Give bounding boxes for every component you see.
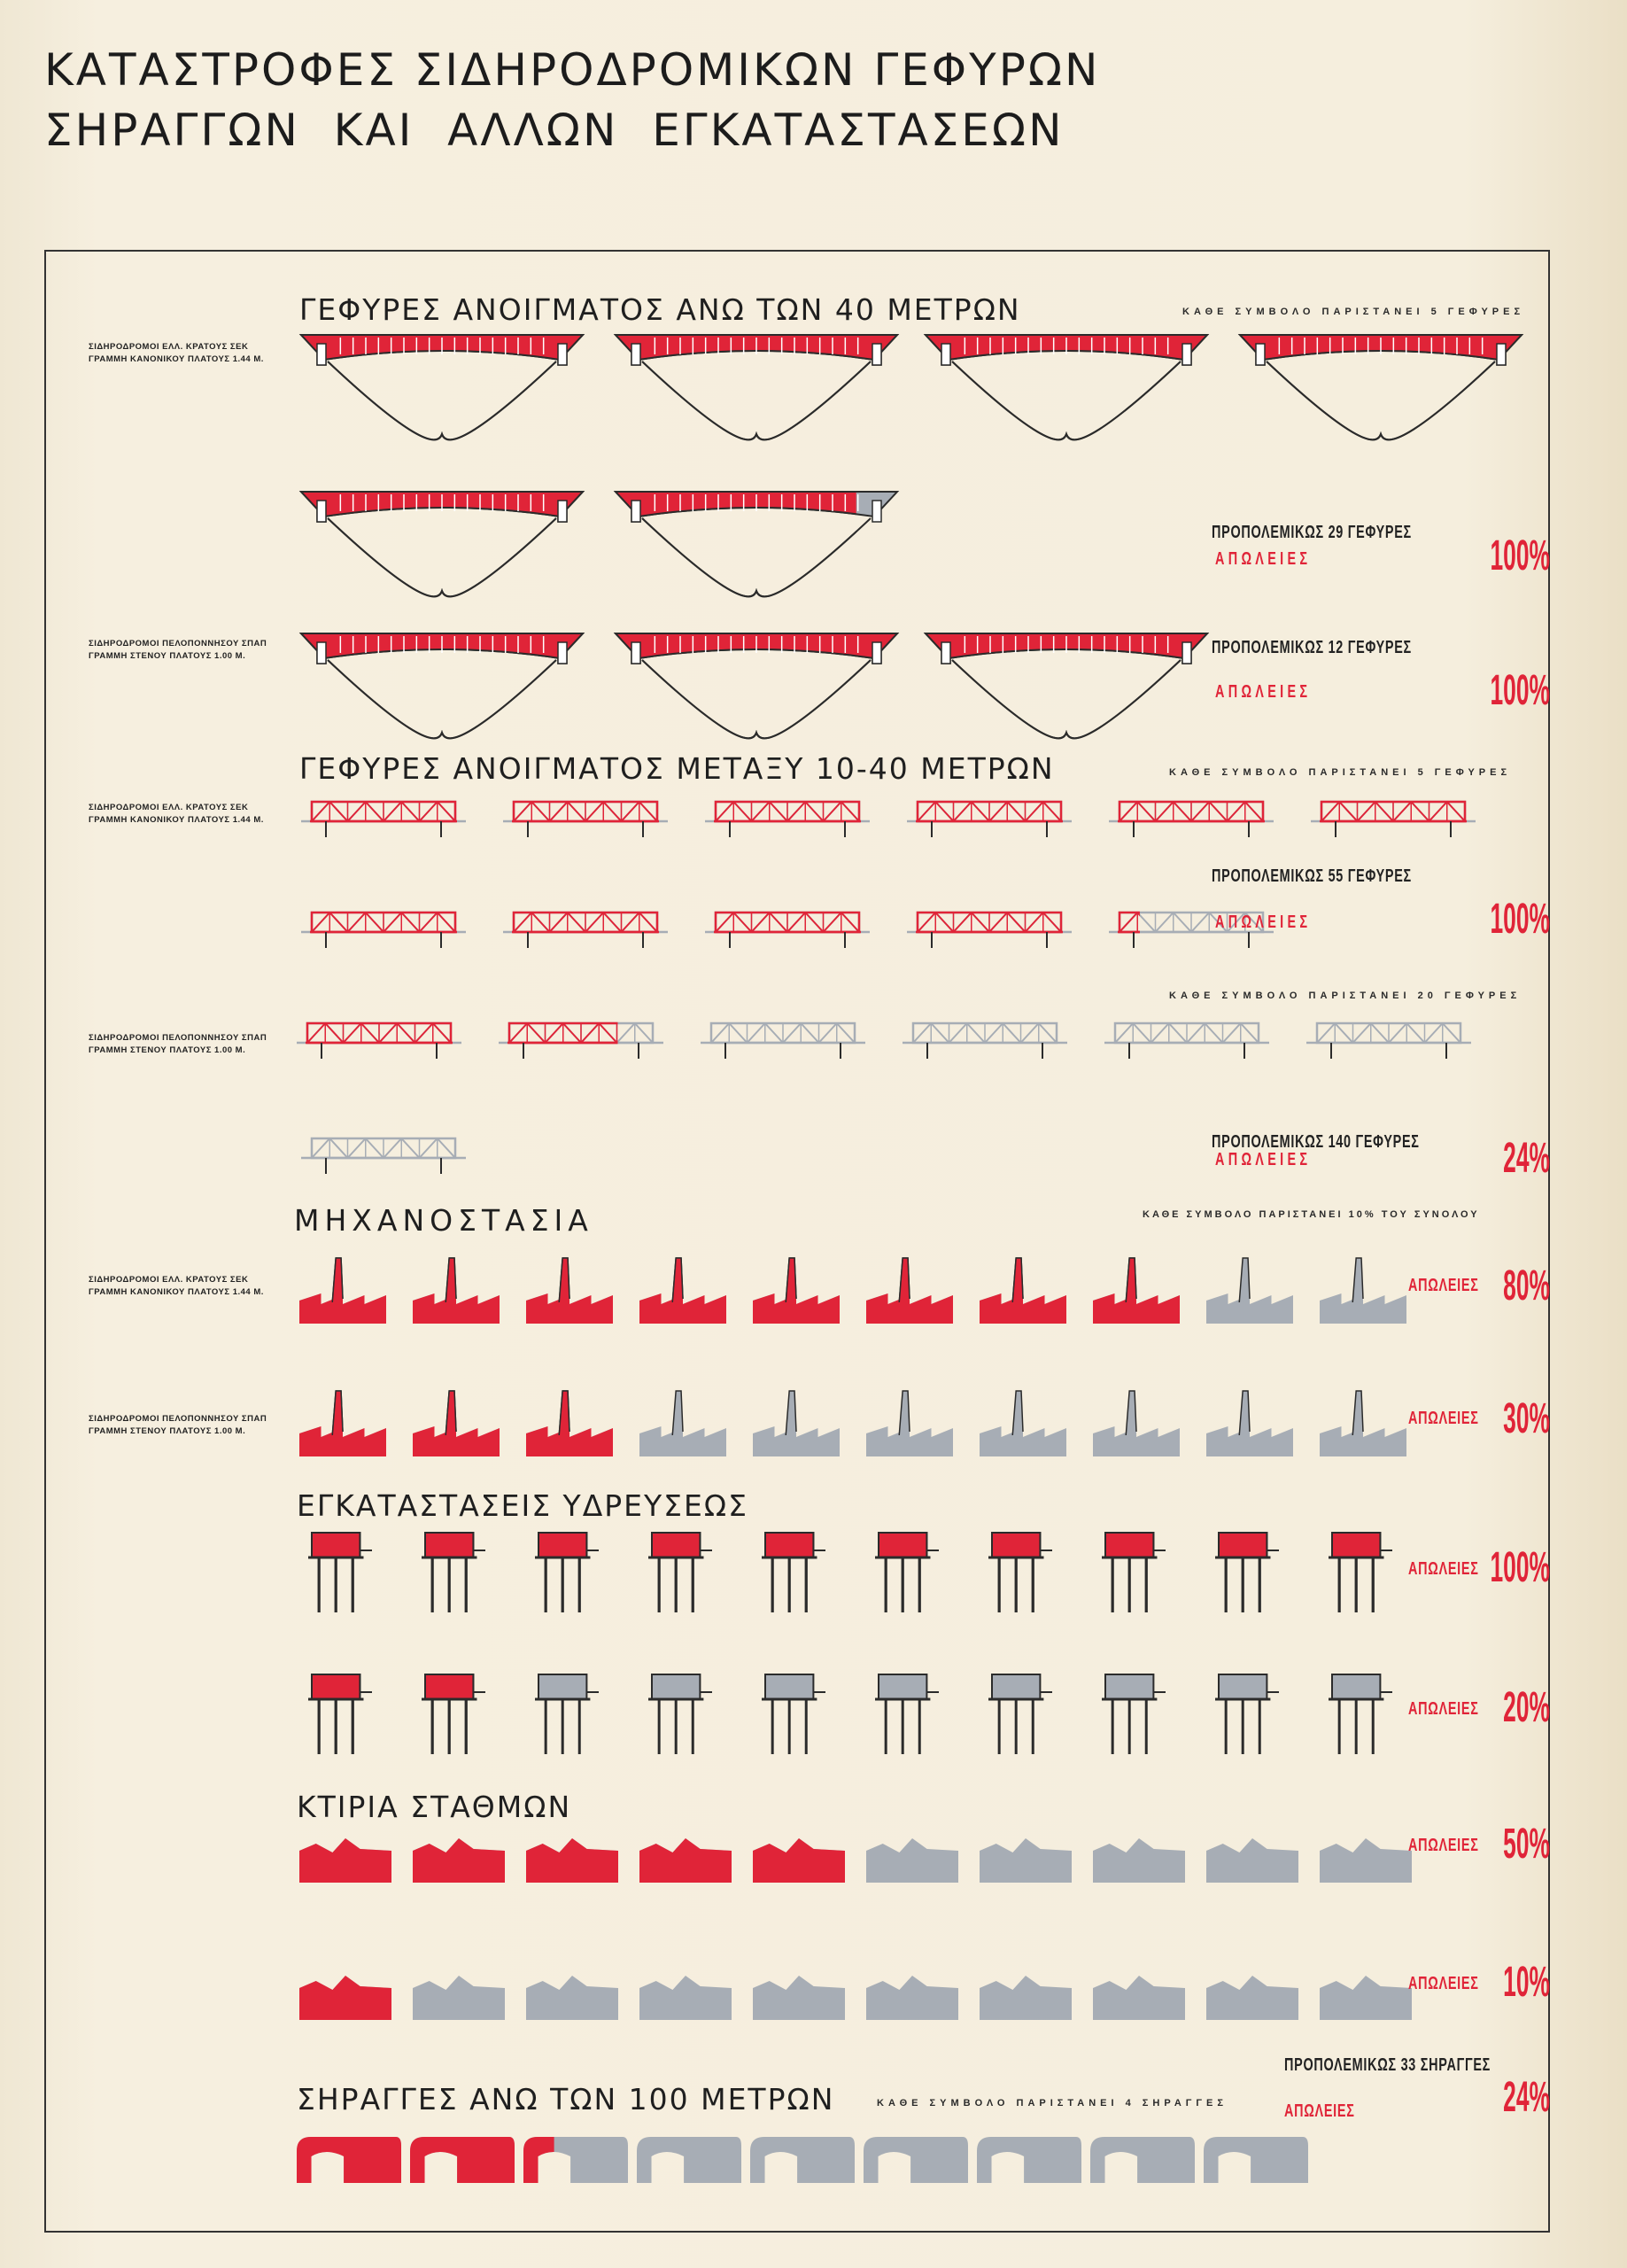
engine-shed-symbol	[753, 1258, 840, 1324]
truss-bridge-symbol	[1306, 1023, 1471, 1059]
water-tower-symbol	[308, 1533, 372, 1612]
truss-bridge-symbol	[301, 1138, 466, 1174]
station-building-symbol	[866, 1976, 958, 2020]
tunnel-symbol	[750, 2137, 855, 2183]
water-tower-symbol	[1102, 1674, 1166, 1754]
engine-shed-symbol	[526, 1258, 613, 1324]
water-tower-symbol	[988, 1533, 1052, 1612]
heading-station-buildings: ΚΤΙΡΙΑ ΣΤΑΘΜΩΝ	[297, 1790, 572, 1824]
loss-percent: 30%	[1503, 1395, 1550, 1442]
tunnel-symbol	[523, 2137, 628, 2183]
tunnel-symbol	[864, 2137, 968, 2183]
row-label-peloponnese: ΣΙΔΗΡΟΔΡΟΜΟΙ ΠΕΛΟΠΟΝΝΗΣΟΥ ΣΠΑΠ ΓΡΑΜΜΗ ΣΤΕΝΟΥ ΠΛΑΤΟΥΣ 1.00 Μ.	[89, 639, 267, 661]
engine-shed-symbol	[1093, 1391, 1180, 1456]
engine-shed-symbol	[639, 1391, 726, 1456]
station-building-symbol	[866, 1838, 958, 1883]
truss-bridge-symbol	[301, 802, 466, 837]
loss-label: ΑΠΩΛΕΙΕΣ	[1408, 1409, 1479, 1428]
water-tower-symbol	[648, 1674, 712, 1754]
water-tower-symbol	[422, 1674, 485, 1754]
arch-bridge-symbol	[926, 633, 1207, 738]
engine-shed-symbol	[1206, 1258, 1293, 1324]
loss-percent: 100%	[1490, 896, 1550, 943]
truss-bridge-symbol	[499, 1023, 663, 1059]
row-label-state: ΣΙΔΗΡΟΔΡΟΜΟΙ ΕΛΛ. ΚΡΑΤΟΥΣ ΣΕΚ ΓΡΑΜΜΗ ΚΑΝΟΝΙΚΟΥ ΠΛΑΤΟΥΣ 1.44 Μ.	[89, 342, 264, 364]
water-tower-symbol	[875, 1674, 939, 1754]
station-building-symbol	[639, 1976, 732, 2020]
water-tower-symbol	[762, 1533, 825, 1612]
arch-bridge-symbol	[926, 335, 1207, 439]
arch-bridge-symbol	[301, 633, 583, 738]
tunnel-symbol	[1090, 2137, 1195, 2183]
station-building-symbol	[413, 1838, 505, 1883]
truss-bridge-symbol	[1109, 802, 1274, 837]
loss-label: ΑΠΩΛΕΙΕΣ	[1408, 1699, 1479, 1719]
scale-note-bridges-medium: ΚΑΘΕ ΣΥΜΒΟΛΟ ΠΑΡΙΣΤΑΝΕΙ 5 ΓΕΦΥΡΕΣ	[1169, 767, 1512, 778]
loss-label: ΑΠΩΛΕΙΕΣ	[1215, 1150, 1312, 1169]
truss-bridge-symbol	[503, 802, 668, 837]
water-tower-symbol	[1215, 1674, 1279, 1754]
prewar-count: ΠΡΟΠΟΛΕΜΙΚΩΣ 33 ΣΗΡΑΓΓΕΣ	[1284, 2055, 1491, 2075]
loss-percent: 100%	[1490, 1544, 1550, 1591]
truss-bridge-symbol	[301, 913, 466, 948]
heading-water-installations: ΕΓΚΑΤΑΣΤΑΣΕΙΣ ΥΔΡΕΥΣΕΩΣ	[297, 1488, 748, 1523]
engine-shed-symbol	[1320, 1258, 1406, 1324]
arch-bridge-symbol	[301, 335, 583, 439]
water-tower-symbol	[535, 1533, 599, 1612]
tunnel-symbol	[977, 2137, 1081, 2183]
heading-engine-sheds: ΜΗΧΑΝΟΣΤΑΣΙΑ	[294, 1203, 593, 1238]
engine-shed-symbol	[980, 1258, 1066, 1324]
engine-shed-symbol	[1320, 1391, 1406, 1456]
engine-shed-symbol	[299, 1258, 386, 1324]
station-building-symbol	[753, 1976, 845, 2020]
water-tower-symbol	[762, 1674, 825, 1754]
scale-note-bridges-large: ΚΑΘΕ ΣΥΜΒΟΛΟ ΠΑΡΙΣΤΑΝΕΙ 5 ΓΕΦΥΡΕΣ	[1182, 307, 1525, 317]
arch-bridge-symbol	[1240, 335, 1522, 439]
truss-bridge-symbol	[907, 913, 1072, 948]
prewar-count: ΠΡΟΠΟΛΕΜΙΚΩΣ 140 ΓΕΦΥΡΕΣ	[1212, 1132, 1420, 1152]
loss-label: ΑΠΩΛΕΙΕΣ	[1408, 1836, 1479, 1855]
water-tower-symbol	[422, 1533, 485, 1612]
loss-label: ΑΠΩΛΕΙΕΣ	[1215, 549, 1312, 569]
scale-note-tunnels: ΚΑΘΕ ΣΥΜΒΟΛΟ ΠΑΡΙΣΤΑΝΕΙ 4 ΣΗΡΑΓΓΕΣ	[877, 2098, 1228, 2109]
water-tower-symbol	[1329, 1674, 1392, 1754]
row-label-state: ΣΙΔΗΡΟΔΡΟΜΟΙ ΕΛΛ. ΚΡΑΤΟΥΣ ΣΕΚ ΓΡΑΜΜΗ ΚΑΝΟΝΙΚΟΥ ΠΛΑΤΟΥΣ 1.44 Μ.	[89, 1275, 264, 1297]
station-building-symbol	[639, 1838, 732, 1883]
station-building-symbol	[299, 1976, 391, 2020]
loss-label: ΑΠΩΛΕΙΕΣ	[1408, 1559, 1479, 1579]
loss-percent: 24%	[1503, 2074, 1550, 2121]
engine-shed-symbol	[526, 1391, 613, 1456]
engine-shed-symbol	[980, 1391, 1066, 1456]
tunnel-symbol	[637, 2137, 741, 2183]
prewar-count: ΠΡΟΠΟΛΕΜΙΚΩΣ 29 ΓΕΦΥΡΕΣ	[1212, 523, 1412, 542]
loss-label: ΑΠΩΛΕΙΕΣ	[1215, 682, 1312, 702]
station-building-symbol	[1206, 1838, 1298, 1883]
station-building-symbol	[1320, 1838, 1412, 1883]
row-label-peloponnese: ΣΙΔΗΡΟΔΡΟΜΟΙ ΠΕΛΟΠΟΝΝΗΣΟΥ ΣΠΑΠ ΓΡΑΜΜΗ ΣΤΕΝΟΥ ΠΛΑΤΟΥΣ 1.00 Μ.	[89, 1033, 267, 1055]
station-building-symbol	[980, 1838, 1072, 1883]
arch-bridge-symbol	[616, 492, 897, 596]
engine-shed-symbol	[1206, 1391, 1293, 1456]
truss-bridge-symbol	[705, 802, 870, 837]
station-building-symbol	[1320, 1976, 1412, 2020]
truss-bridge-symbol	[907, 802, 1072, 837]
engine-shed-symbol	[866, 1391, 953, 1456]
water-tower-symbol	[1329, 1533, 1392, 1612]
engine-shed-symbol	[413, 1258, 500, 1324]
station-building-symbol	[526, 1976, 618, 2020]
truss-bridge-symbol	[705, 913, 870, 948]
loss-percent: 24%	[1503, 1135, 1550, 1182]
arch-bridge-symbol	[301, 492, 583, 596]
truss-bridge-symbol	[1104, 1023, 1269, 1059]
loss-percent: 100%	[1490, 532, 1550, 579]
engine-shed-symbol	[639, 1258, 726, 1324]
loss-percent: 80%	[1503, 1262, 1550, 1309]
loss-label: ΑΠΩΛΕΙΕΣ	[1215, 913, 1312, 932]
page-title-line-2: ΣΗΡΑΓΓΩΝ ΚΑΙ ΑΛΛΩΝ ΕΓΚΑΤΑΣΤΑΣΕΩΝ	[44, 105, 1065, 156]
station-building-symbol	[1206, 1976, 1298, 2020]
loss-label: ΑΠΩΛΕΙΕΣ	[1408, 1276, 1479, 1295]
station-building-symbol	[1093, 1838, 1185, 1883]
station-building-symbol	[526, 1838, 618, 1883]
loss-label: ΑΠΩΛΕΙΕΣ	[1284, 2101, 1355, 2121]
prewar-count: ΠΡΟΠΟΛΕΜΙΚΩΣ 55 ΓΕΦΥΡΕΣ	[1212, 866, 1412, 886]
station-building-symbol	[299, 1838, 391, 1883]
water-tower-symbol	[308, 1674, 372, 1754]
truss-bridge-symbol	[503, 913, 668, 948]
water-tower-symbol	[988, 1674, 1052, 1754]
loss-percent: 10%	[1503, 1959, 1550, 2006]
station-building-symbol	[413, 1976, 505, 2020]
loss-percent: 20%	[1503, 1684, 1550, 1731]
engine-shed-symbol	[866, 1258, 953, 1324]
arch-bridge-symbol	[616, 633, 897, 738]
station-building-symbol	[1093, 1976, 1185, 2020]
page-title-line-1: ΚΑΤΑΣΤΡΟΦΕΣ ΣΙΔΗΡΟΔΡΟΜΙΚΩΝ ΓΕΦΥΡΩΝ	[44, 44, 1101, 96]
scale-note-engine-sheds: ΚΑΘΕ ΣΥΜΒΟΛΟ ΠΑΡΙΣΤΑΝΕΙ 10% ΤΟΥ ΣΥΝΟΛΟΥ	[1143, 1209, 1480, 1220]
water-tower-symbol	[875, 1533, 939, 1612]
truss-bridge-symbol	[903, 1023, 1067, 1059]
scale-note-bridges-medium-2: ΚΑΘΕ ΣΥΜΒΟΛΟ ΠΑΡΙΣΤΑΝΕΙ 20 ΓΕΦΥΡΕΣ	[1169, 990, 1522, 1001]
loss-percent: 50%	[1503, 1821, 1550, 1868]
water-tower-symbol	[535, 1674, 599, 1754]
tunnel-symbol	[410, 2137, 515, 2183]
truss-bridge-symbol	[297, 1023, 461, 1059]
prewar-count: ΠΡΟΠΟΛΕΜΙΚΩΣ 12 ΓΕΦΥΡΕΣ	[1212, 638, 1412, 657]
water-tower-symbol	[1102, 1533, 1166, 1612]
engine-shed-symbol	[1093, 1258, 1180, 1324]
heading-bridges-medium: ΓΕΦΥΡΕΣ ΑΝΟΙΓΜΑΤΟΣ ΜΕΤΑΞΥ 10-40 ΜΕΤΡΩΝ	[299, 751, 1055, 786]
engine-shed-symbol	[413, 1391, 500, 1456]
row-label-peloponnese: ΣΙΔΗΡΟΔΡΟΜΟΙ ΠΕΛΟΠΟΝΝΗΣΟΥ ΣΠΑΠ ΓΡΑΜΜΗ ΣΤΕΝΟΥ ΠΛΑΤΟΥΣ 1.00 Μ.	[89, 1414, 267, 1436]
truss-bridge-symbol	[701, 1023, 865, 1059]
engine-shed-symbol	[753, 1391, 840, 1456]
station-building-symbol	[753, 1838, 845, 1883]
water-tower-symbol	[648, 1533, 712, 1612]
station-building-symbol	[980, 1976, 1072, 2020]
loss-percent: 100%	[1490, 667, 1550, 714]
truss-bridge-symbol	[1311, 802, 1476, 837]
heading-bridges-large: ΓΕΦΥΡΕΣ ΑΝΟΙΓΜΑΤΟΣ ΑΝΩ ΤΩΝ 40 ΜΕΤΡΩΝ	[299, 292, 1021, 327]
loss-label: ΑΠΩΛΕΙΕΣ	[1408, 1974, 1479, 1993]
row-label-state: ΣΙΔΗΡΟΔΡΟΜΟΙ ΕΛΛ. ΚΡΑΤΟΥΣ ΣΕΚ ΓΡΑΜΜΗ ΚΑΝΟΝΙΚΟΥ ΠΛΑΤΟΥΣ 1.44 Μ.	[89, 803, 264, 825]
tunnel-symbol	[1204, 2137, 1308, 2183]
tunnel-symbol	[297, 2137, 401, 2183]
heading-tunnels: ΣΗΡΑΓΓΕΣ ΑΝΩ ΤΩΝ 100 ΜΕΤΡΩΝ	[297, 2082, 835, 2117]
engine-shed-symbol	[299, 1391, 386, 1456]
water-tower-symbol	[1215, 1533, 1279, 1612]
arch-bridge-symbol	[616, 335, 897, 439]
